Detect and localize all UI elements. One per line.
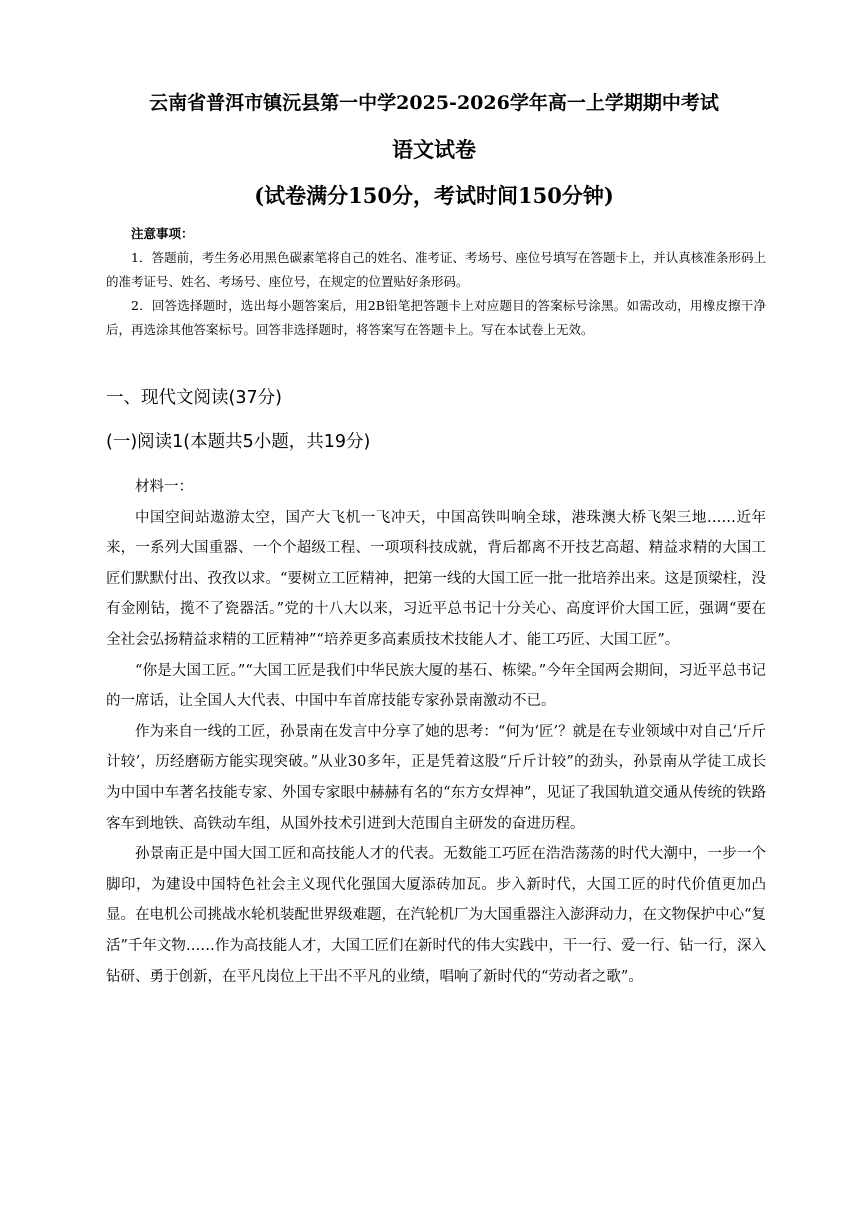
material-body	[106, 472, 766, 992]
paragraph: 孙景南正是中国大国工匠和高技能人才的代表。无数能工巧匠在浩浩荡荡的时代大潮中，一步一个脚印，为建设中国特色社会主义现代化强国大厦添砖加瓦。步入新时代，大国工匠的时代价值更加凸显。在电机公司挑战水轮机装配世界级难题，在汽轮机厂为大国重器注入澎湃动力，在文物保护中心“复活”千年文物……作为高技能人才，大国工匠们在新时代的伟大实践中，干一行、爱一行、钻一行，深入钻研、勇于创新，在平凡岗位上干出不平凡的业绩，唱响了新时代的“劳动者之歌”。	[106, 846, 766, 985]
notes-block	[106, 222, 766, 342]
material-label: 材料一：	[135, 479, 193, 495]
exam-subject: 语文试卷	[392, 137, 476, 162]
paragraph: 作为来自一线的工匠，孙景南在发言中分享了她的思考：“何为‘匠’？就是在专业领域中对自己‘斤斤计较’，历经磨砺方能实现突破。”从业30多年，正是凭着这股“斤斤计较”的劲头，孙景南从学徒工成长为中国中车著名技能专家、外国专家眼中赫赫有名的“东方女焊神”，见证了我国轨道交通从传统的铁路客车到地铁、高铁动车组，从国外技术引进到大范围自主研发的奋进历程。	[106, 723, 766, 832]
notes-heading: 注意事项：	[131, 226, 194, 241]
subsection-heading: (一)阅读1(本题共5小题，共19分)	[106, 432, 371, 452]
paragraph: “你是大国工匠。”“大国工匠是我们中华民族大厦的基石、栋梁。”今年全国两会期间，习近平总书记的一席话，让全国人大代表、中国中车首席技能专家孙景南激动不已。	[106, 662, 766, 710]
notes-item: 2．回答选择题时，选出每小题答案后，用2B铅笔把答题卡上对应题目的答案标号涂黑。如需改动，用橡皮擦干净后，再选涂其他答案标号。回答非选择题时，将答案写在答题卡上。写在本试卷上无效。	[106, 298, 766, 337]
section-heading: 一、现代文阅读(37分)	[106, 388, 282, 408]
exam-title: 云南省普洱市镇沅县第一中学2025-2026学年高一上学期期中考试	[149, 92, 719, 114]
exam-score-time: (试卷满分150分，考试时间150分钟)	[254, 183, 614, 208]
paragraph: 中国空间站遨游太空，国产大飞机一飞冲天，中国高铁叫响全球，港珠澳大桥飞架三地……近年来，一系列大国重器、一个个超级工程、一项项科技成就，背后都离不开技艺高超、精益求精的大国工匠们默默付出、孜孜以求。“要树立工匠精神，把第一线的大国工匠一批一批培养出来。这是顶梁柱，没有金刚钻，揽不了瓷器活。”党的十八大以来，习近平总书记十分关心、高度评价大国工匠，强调“要在全社会弘扬精益求精的工匠精神”“培养更多高素质技术技能人才、能工巧匠、大国工匠”。	[106, 509, 766, 648]
notes-item: 1．答题前，考生务必用黑色碳素笔将自己的姓名、准考证、考场号、座位号填写在答题卡上，并认真核准条形码上的准考证号、姓名、考场号、座位号，在规定的位置贴好条形码。	[106, 250, 766, 289]
